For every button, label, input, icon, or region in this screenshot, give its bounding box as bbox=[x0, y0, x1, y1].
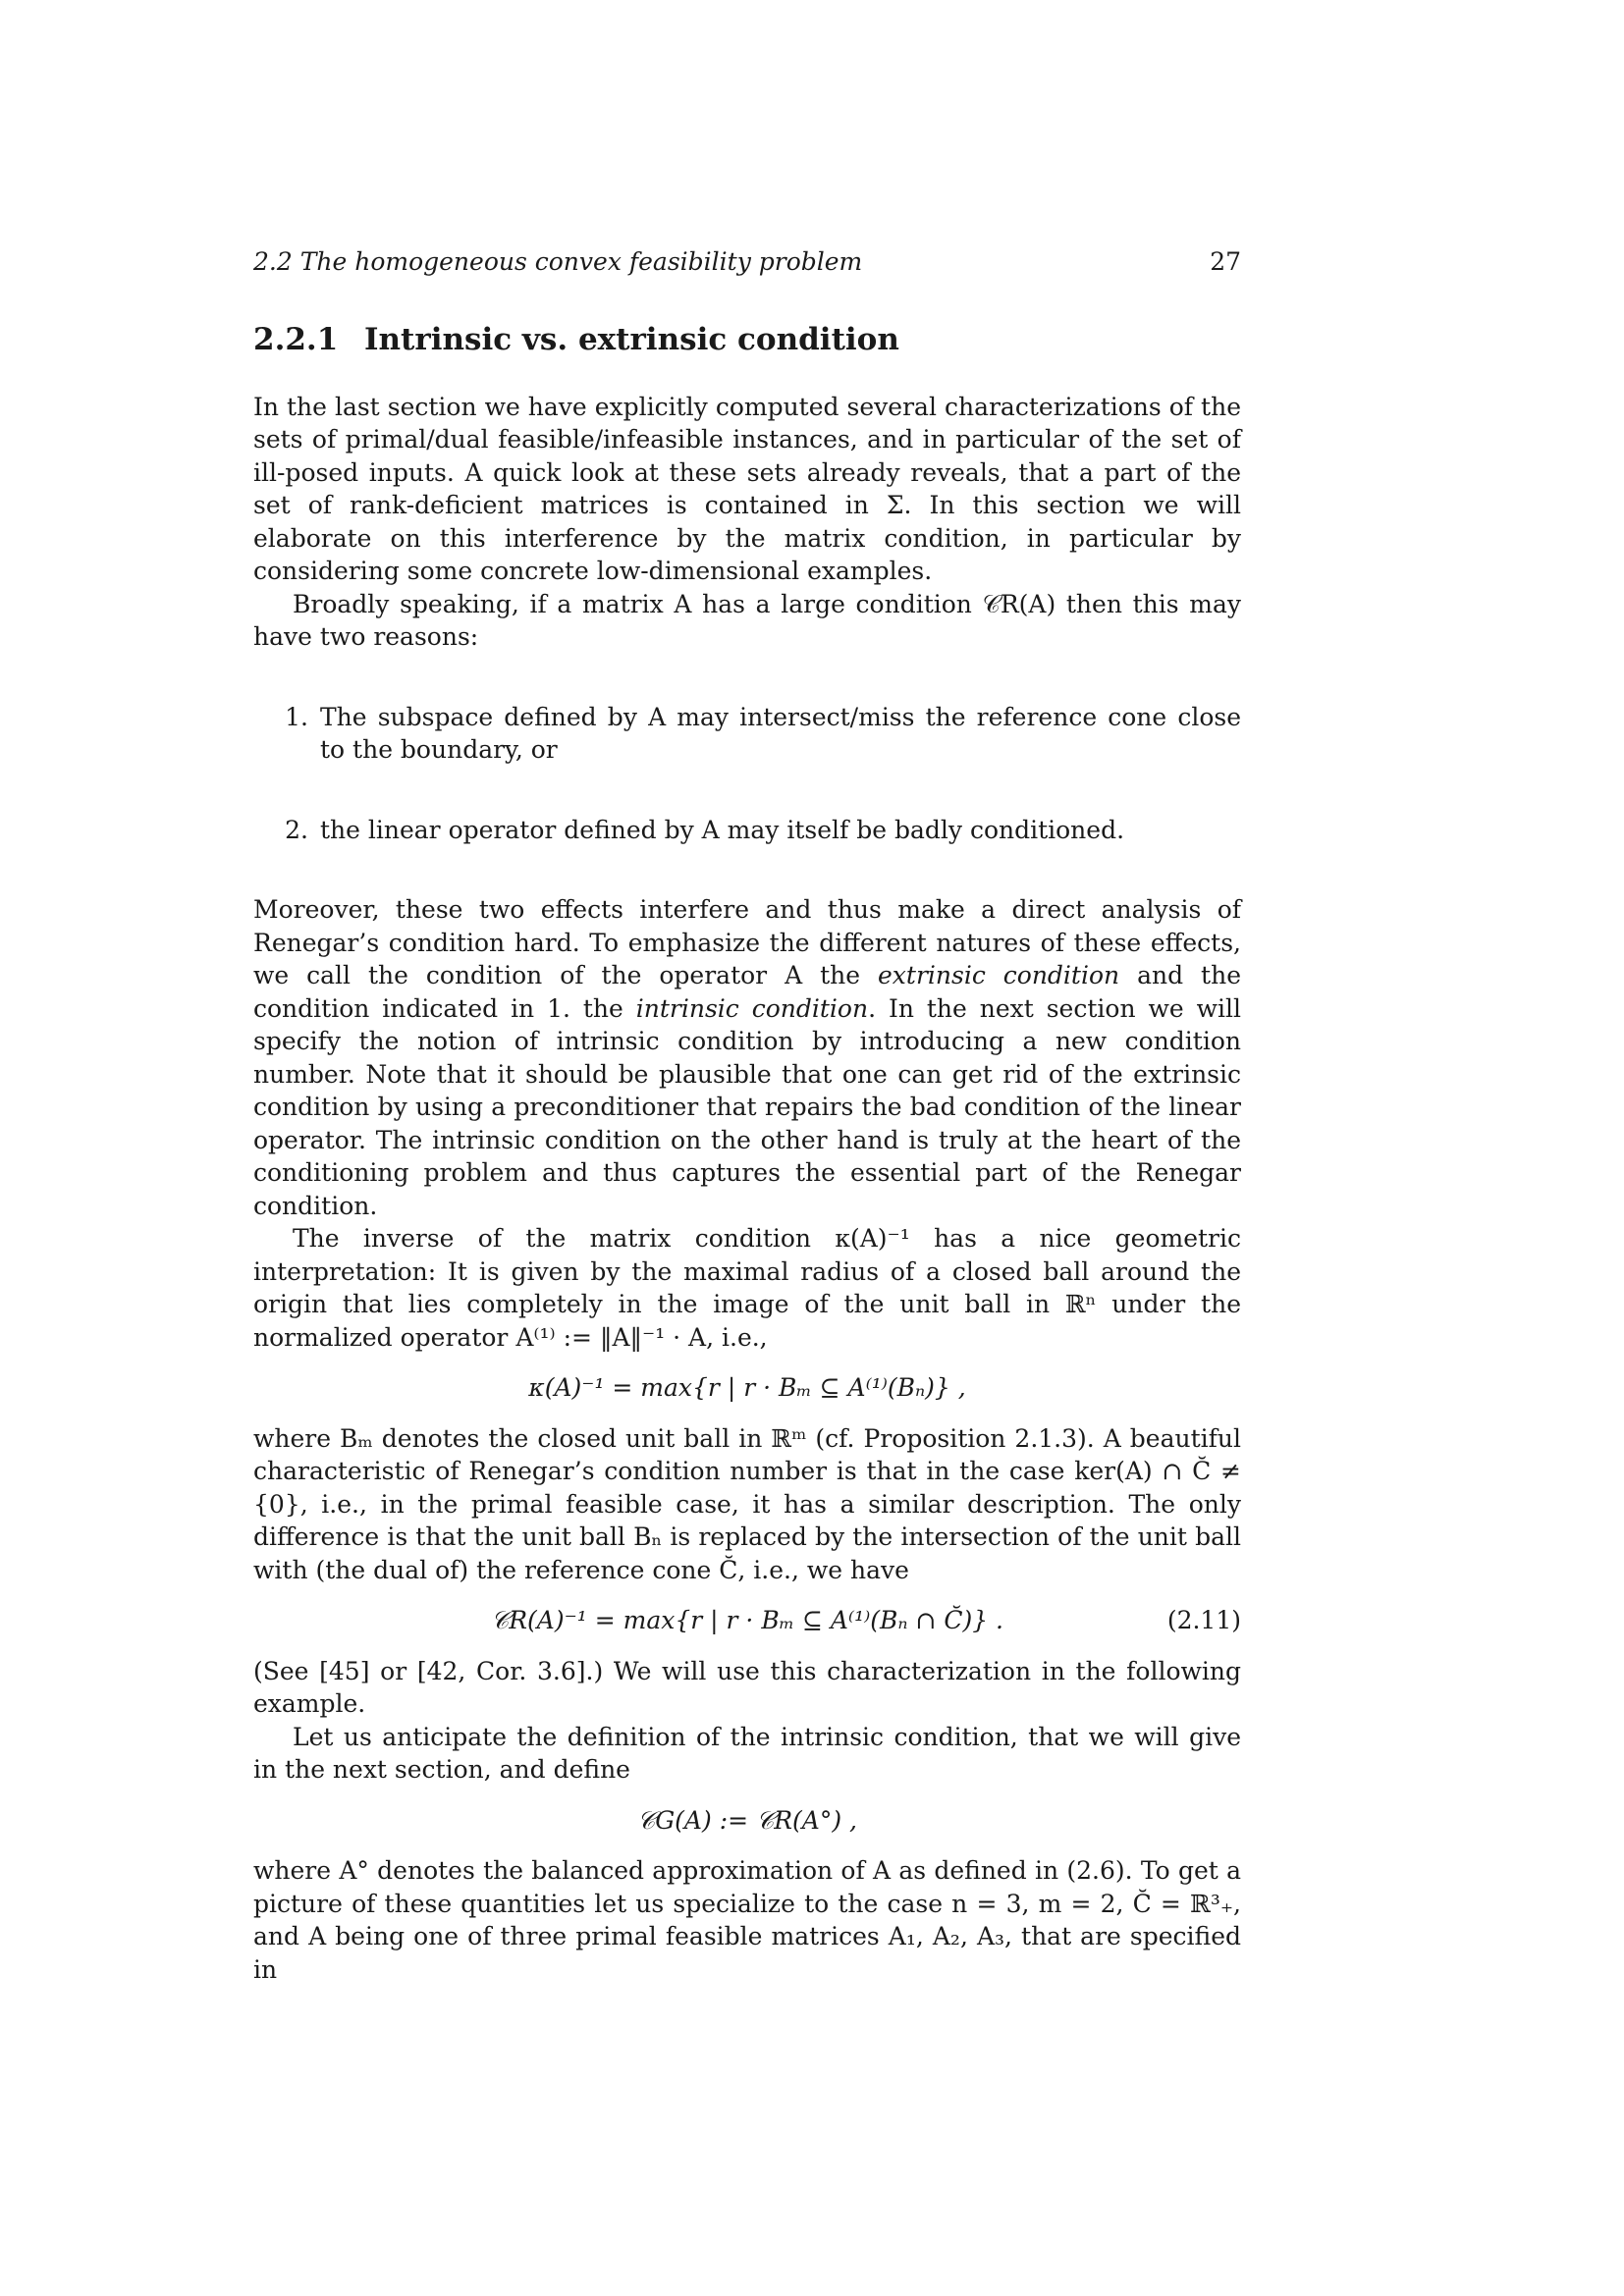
paragraph-anticipate: Let us anticipate the definition of the intrinsic condition, that we will give in the next section, and define bbox=[253, 1722, 1241, 1784]
paragraph-intro: In the last section we have explicitly computed several characterizations of the sets of primal/dual feasible/infeasible instances, and in particular of the set of ill-posed inputs. A quick look at these sets already reveals, that a part of the set of rank-deficient matrices is contained in Σ. In this section we will elaborate on this interference by the matrix condition, in particular by considering some concrete low-dimensional examples. bbox=[253, 392, 1241, 585]
reasons-list bbox=[253, 701, 1241, 847]
paragraph-unit-ball: where Bₘ denotes the closed unit ball in ℝᵐ (cf. Proposition 2.1.3). A beautiful characteristic of Renegar’s condition number is that in the case ker(A) ∩ C̆ ≠ {0}, i.e., in the primal feasible case, it has a similar description. The only difference is that the unit ball Bₙ is replaced by the intersection of the unit ball with (the dual of) the reference cone C̆, i.e., we have bbox=[253, 1423, 1241, 1584]
emphasis-intrinsic: intrinsic condition bbox=[635, 993, 869, 1023]
page bbox=[253, 245, 1241, 1986]
page-number: 27 bbox=[1210, 247, 1241, 276]
equation-body: 𝒞R(A)⁻¹ = max{r | r · Bₘ ⊆ A⁽¹⁾(Bₙ ∩ C̆)} . bbox=[490, 1606, 1004, 1634]
paragraph-two-reasons: Broadly speaking, if a matrix A has a large condition 𝒞R(A) then this may have two reasons: bbox=[253, 589, 1241, 651]
list-item bbox=[253, 701, 1241, 767]
list-marker: 1. bbox=[285, 702, 308, 731]
section-heading bbox=[253, 320, 1241, 359]
list-item-text: the linear operator defined by A may itself be badly conditioned. bbox=[320, 815, 1125, 844]
paragraph-citation: (See [45] or [42, Cor. 3.6].) We will use this characterization in the following example. bbox=[253, 1656, 1241, 1718]
paragraph-inverse-condition: The inverse of the matrix condition κ(A)⁻¹ has a nice geometric interpretation: It is given by the maximal radius of a closed ball around the origin that lies completely in the image of the unit ball in ℝⁿ under the normalized operator A⁽¹⁾ := ‖A‖⁻¹ · A, i.e., bbox=[253, 1224, 1241, 1352]
running-header bbox=[253, 245, 1241, 279]
running-title: 2.2 The homogeneous convex feasibility problem bbox=[253, 247, 863, 276]
equation-grassmann-condition bbox=[253, 1804, 1241, 1838]
paragraph-balanced-approximation: where A° denotes the balanced approximation of A as defined in (2.6). To get a picture of these quantities let us specialize to the case n = 3, m = 2, C̆ = ℝ³₊, and A being one of three primal feasible matrices A₁, A₂, A₃, that are specified in bbox=[253, 1856, 1241, 1984]
equation-2-11 bbox=[253, 1604, 1241, 1637]
equation-body: κ(A)⁻¹ = max{r | r · Bₘ ⊆ A⁽¹⁾(Bₙ)} , bbox=[528, 1373, 966, 1402]
text-run: Moreover, these two effects interfere and thus make a direct analysis of Renegar’s condition hard. To emphasize the different natures of these effects, we call the condition of the operator A the bbox=[253, 895, 1241, 989]
equation-number: (2.11) bbox=[1166, 1606, 1241, 1634]
paragraph-effects bbox=[253, 893, 1241, 1222]
section-number: 2.2.1 bbox=[253, 321, 339, 357]
list-item-text: The subspace defined by A may intersect/miss the reference cone close to the boundary, or bbox=[320, 702, 1241, 764]
text-run: and the condition indicated in 1. the bbox=[253, 961, 1241, 1023]
equation-kappa bbox=[253, 1371, 1241, 1405]
section-title: Intrinsic vs. extrinsic condition bbox=[364, 321, 899, 357]
list-marker: 2. bbox=[285, 815, 308, 844]
text-run: . In the next section we will specify the notion of intrinsic condition by introducing a new condition number. Note that it should be plausible that one can get rid of the extrinsic condition by using a preconditioner that repairs the bad condition of the linear operator. The intrinsic condition on the other hand is truly at the heart of the conditioning problem and thus captures the essential part of the Renegar condition. bbox=[253, 993, 1241, 1220]
equation-body: 𝒞G(A) := 𝒞R(A°) , bbox=[636, 1805, 858, 1835]
list-item bbox=[253, 814, 1241, 847]
emphasis-extrinsic: extrinsic condition bbox=[878, 961, 1120, 989]
